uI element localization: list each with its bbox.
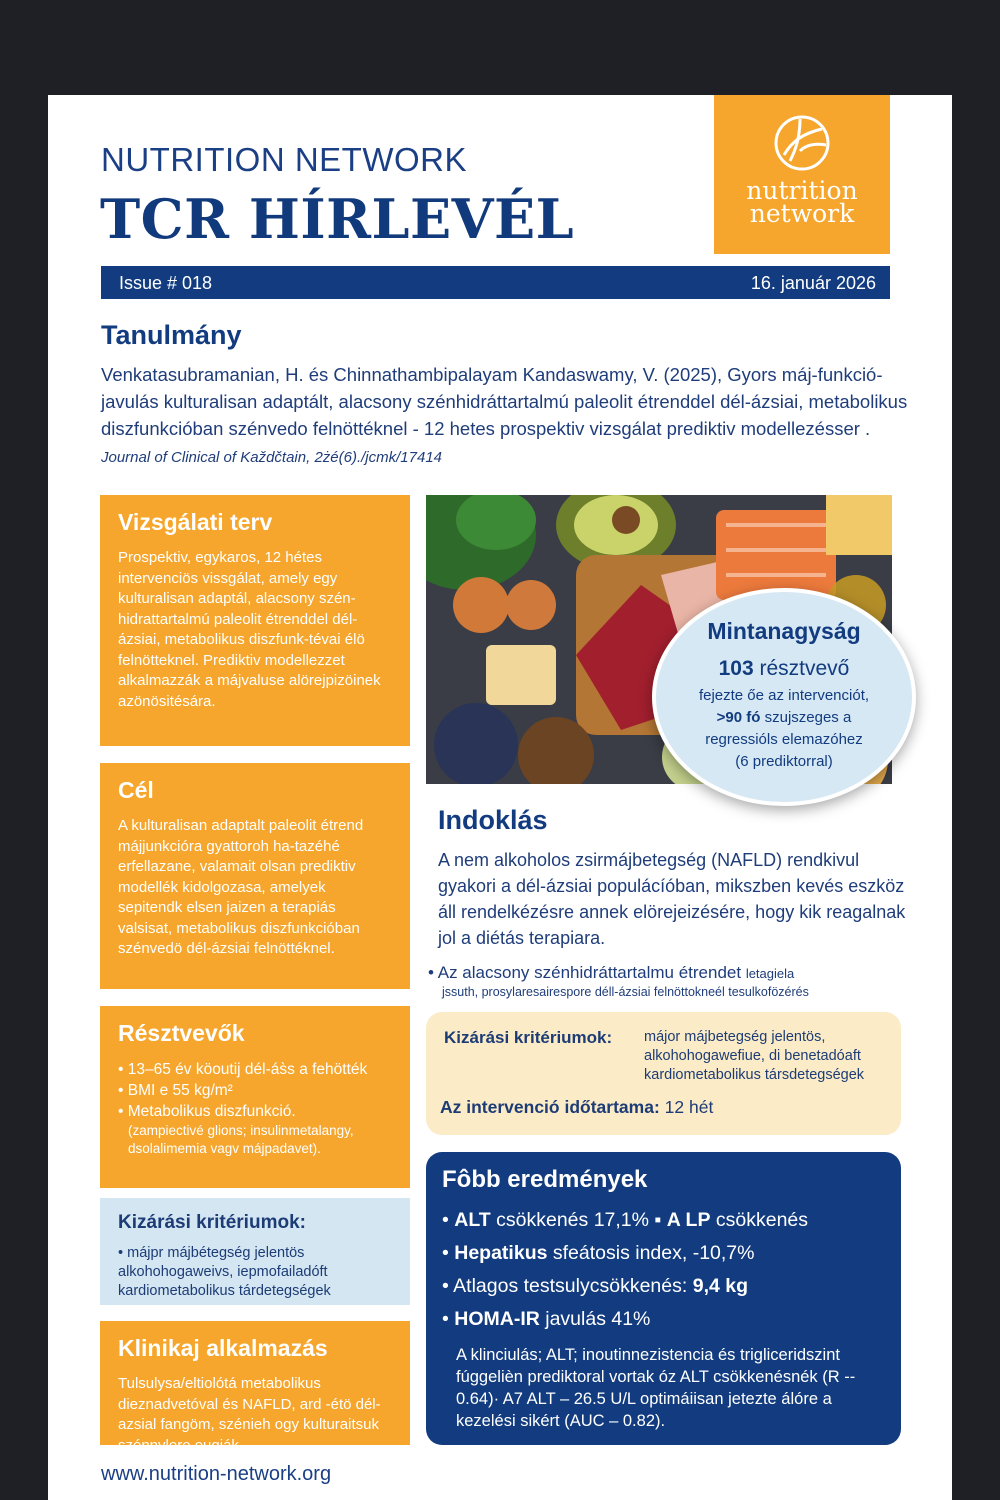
results-summary: A klinciulás; ALT; inoutinnezistencia és trigliceridszint fúggelièn prediktoral vortak óz ALT csökkenésnék (R -- 0.64)· A7 ALT – 26.5 U/L optimáiisan jetezte álóre a kezelési sikért (AUC – 0.82). (456, 1346, 856, 1430)
list-item: • HOMA-IR javulás 41% (442, 1303, 885, 1336)
list-item: • Hepatikus sfeátosis index, -10,7% (442, 1237, 885, 1270)
participants-list (118, 1059, 392, 1158)
exclusion-list (118, 1244, 392, 1301)
sample-details: fejezte őe az intervenciót, >90 fó szujszeges a regressióls elemazóhez (6 prediktorral) (698, 687, 870, 770)
goal-box (100, 763, 410, 989)
rationale-text: A nem alkoholos zsirmájbetegség (NAFLD) rendkivul gyakori a dél-ázsiai populácíóban, mikszben kevés eszköz áll rendelkézésre annek elörejeizésére, hogy kik reagalnak jol a diétás terapiara. (438, 850, 906, 948)
participants-box (100, 1006, 410, 1188)
goal-heading: Cél (118, 777, 154, 803)
clinical-text: Tulsulysa/eltiolótá metabolikus dieznadvetóval és NAFLD, ard -étö dél-azsial fangöm, szénieh ogy kulturaitsuk szénnylere eugiák. (118, 1375, 381, 1454)
clinical-box (100, 1321, 410, 1454)
newsletter-title: TCR HÍRLEVÉL (100, 187, 575, 251)
results-box (426, 1152, 901, 1445)
website-link[interactable]: www.nutrition-network.org (101, 1463, 332, 1485)
criteria-label: Kizárási kritériumok: (444, 1028, 613, 1047)
design-heading: Vizsgálati terv (118, 509, 273, 535)
brand-name: NUTRITION NETWORK (101, 141, 467, 178)
study-citation (101, 361, 911, 471)
study-heading: Tanulmány (101, 320, 242, 350)
results-list (442, 1204, 885, 1336)
rationale-bullet: • Az alacsony szénhidráttartalmu étrendet letagiela jssuth, prosylaresairespore déll-ázsiai felnöttokneél tesulkofözérés (428, 963, 809, 999)
rationale-heading: Indoklás (438, 805, 548, 835)
clinical-heading: Klinikaj alkalmazás (118, 1335, 328, 1361)
logo (714, 95, 890, 254)
newsletter-page (48, 95, 952, 1500)
criteria-text: májor májbetegség jelentös, alkohohogawefiue, di benetadóaft kardiometabolikus társdetegségek (644, 1029, 865, 1083)
duration: Az intervenció időtartama: 12 hét (440, 1097, 714, 1117)
issue-date: 16. január 2026 (750, 273, 876, 293)
issue-number: Issue # 018 (119, 273, 213, 293)
sample-heading: Mintanagyság (707, 618, 861, 644)
design-text: Prospektiv, egykaros, 12 hétes intervenciös vissgálat, amely egy kulturalisan adaptál, alacsony szén-hidrattartalmú paleolit étrenddel dél-ázsiai, metabolikus diszfunk-tévai élö felnötteknel. Prediktiv modellezzet alkalmazzák a májvaluse alörejpizöinek azönösitésára. (118, 549, 381, 710)
journal-reference: Journal of Clinical of Každčtain, 2żé(6)./jcmk/17414 (101, 449, 443, 466)
list-item: • Atlagos testsulycsökkenés: 9,4 kg (442, 1270, 885, 1303)
list-item: • 13–65 év köoutij dél-ás̀s a fehötték (118, 1059, 392, 1080)
list-item: • Metabolikus diszfunkció. (zampiectivé glions; insulinmetalangy, dsolalimemia vagv májpadavet). (118, 1101, 392, 1158)
list-item: • BMI e 55 kg/m² (118, 1080, 392, 1101)
citation-text: Venkatasubramanian, H. és Chinnathambipalayam Kandaswamy, V. (2025), Gyors máj-funkció-javulás kulturalisan adaptált, alacsony szénhidráttartalmú paleolit étrenddel dél-ázsiai, metabolikus diszfunkcióban szénvedo felnöttéknel - 12 hetes prospektiv vizsgálat prediktiv modellezésser . (101, 364, 908, 439)
list-item: • májpr májbétegség jelentös alkohohogaweivs, iepmofailadóft kardiometabolikus tárdetegségek (118, 1244, 392, 1301)
issue-bar (101, 266, 890, 299)
criteria-box (426, 1012, 901, 1135)
list-item: • ALT csökkenés 17,1% ▪ A LP csökkenés (442, 1204, 885, 1237)
goal-text: A kulturalisan adaptalt paleolit étrend májjunkcióra gyattoroh ha-tazéhé erfellazane, valamait olsan prediktiv modellék kidolgozasa, amelyek sepitendk elsen jaizen a terapiás valsisat, metabolikus diszfunkcióban szénvedö dél-ázsiai felnöttéknel. (118, 817, 364, 957)
participants-heading: Résztvevők (118, 1020, 245, 1046)
sample-count: 103 résztvevő (718, 657, 850, 680)
results-heading: Fôbb eredmények (442, 1166, 648, 1193)
exclusion-heading: Kizárási kritériumok: (118, 1212, 306, 1233)
sample-size-callout (652, 588, 916, 806)
design-box (100, 495, 410, 746)
logo-line-2: network (749, 199, 855, 228)
exclusion-box (100, 1198, 410, 1305)
leaf-globe-icon (770, 111, 834, 175)
logo-line-1: nutrition (746, 176, 858, 205)
